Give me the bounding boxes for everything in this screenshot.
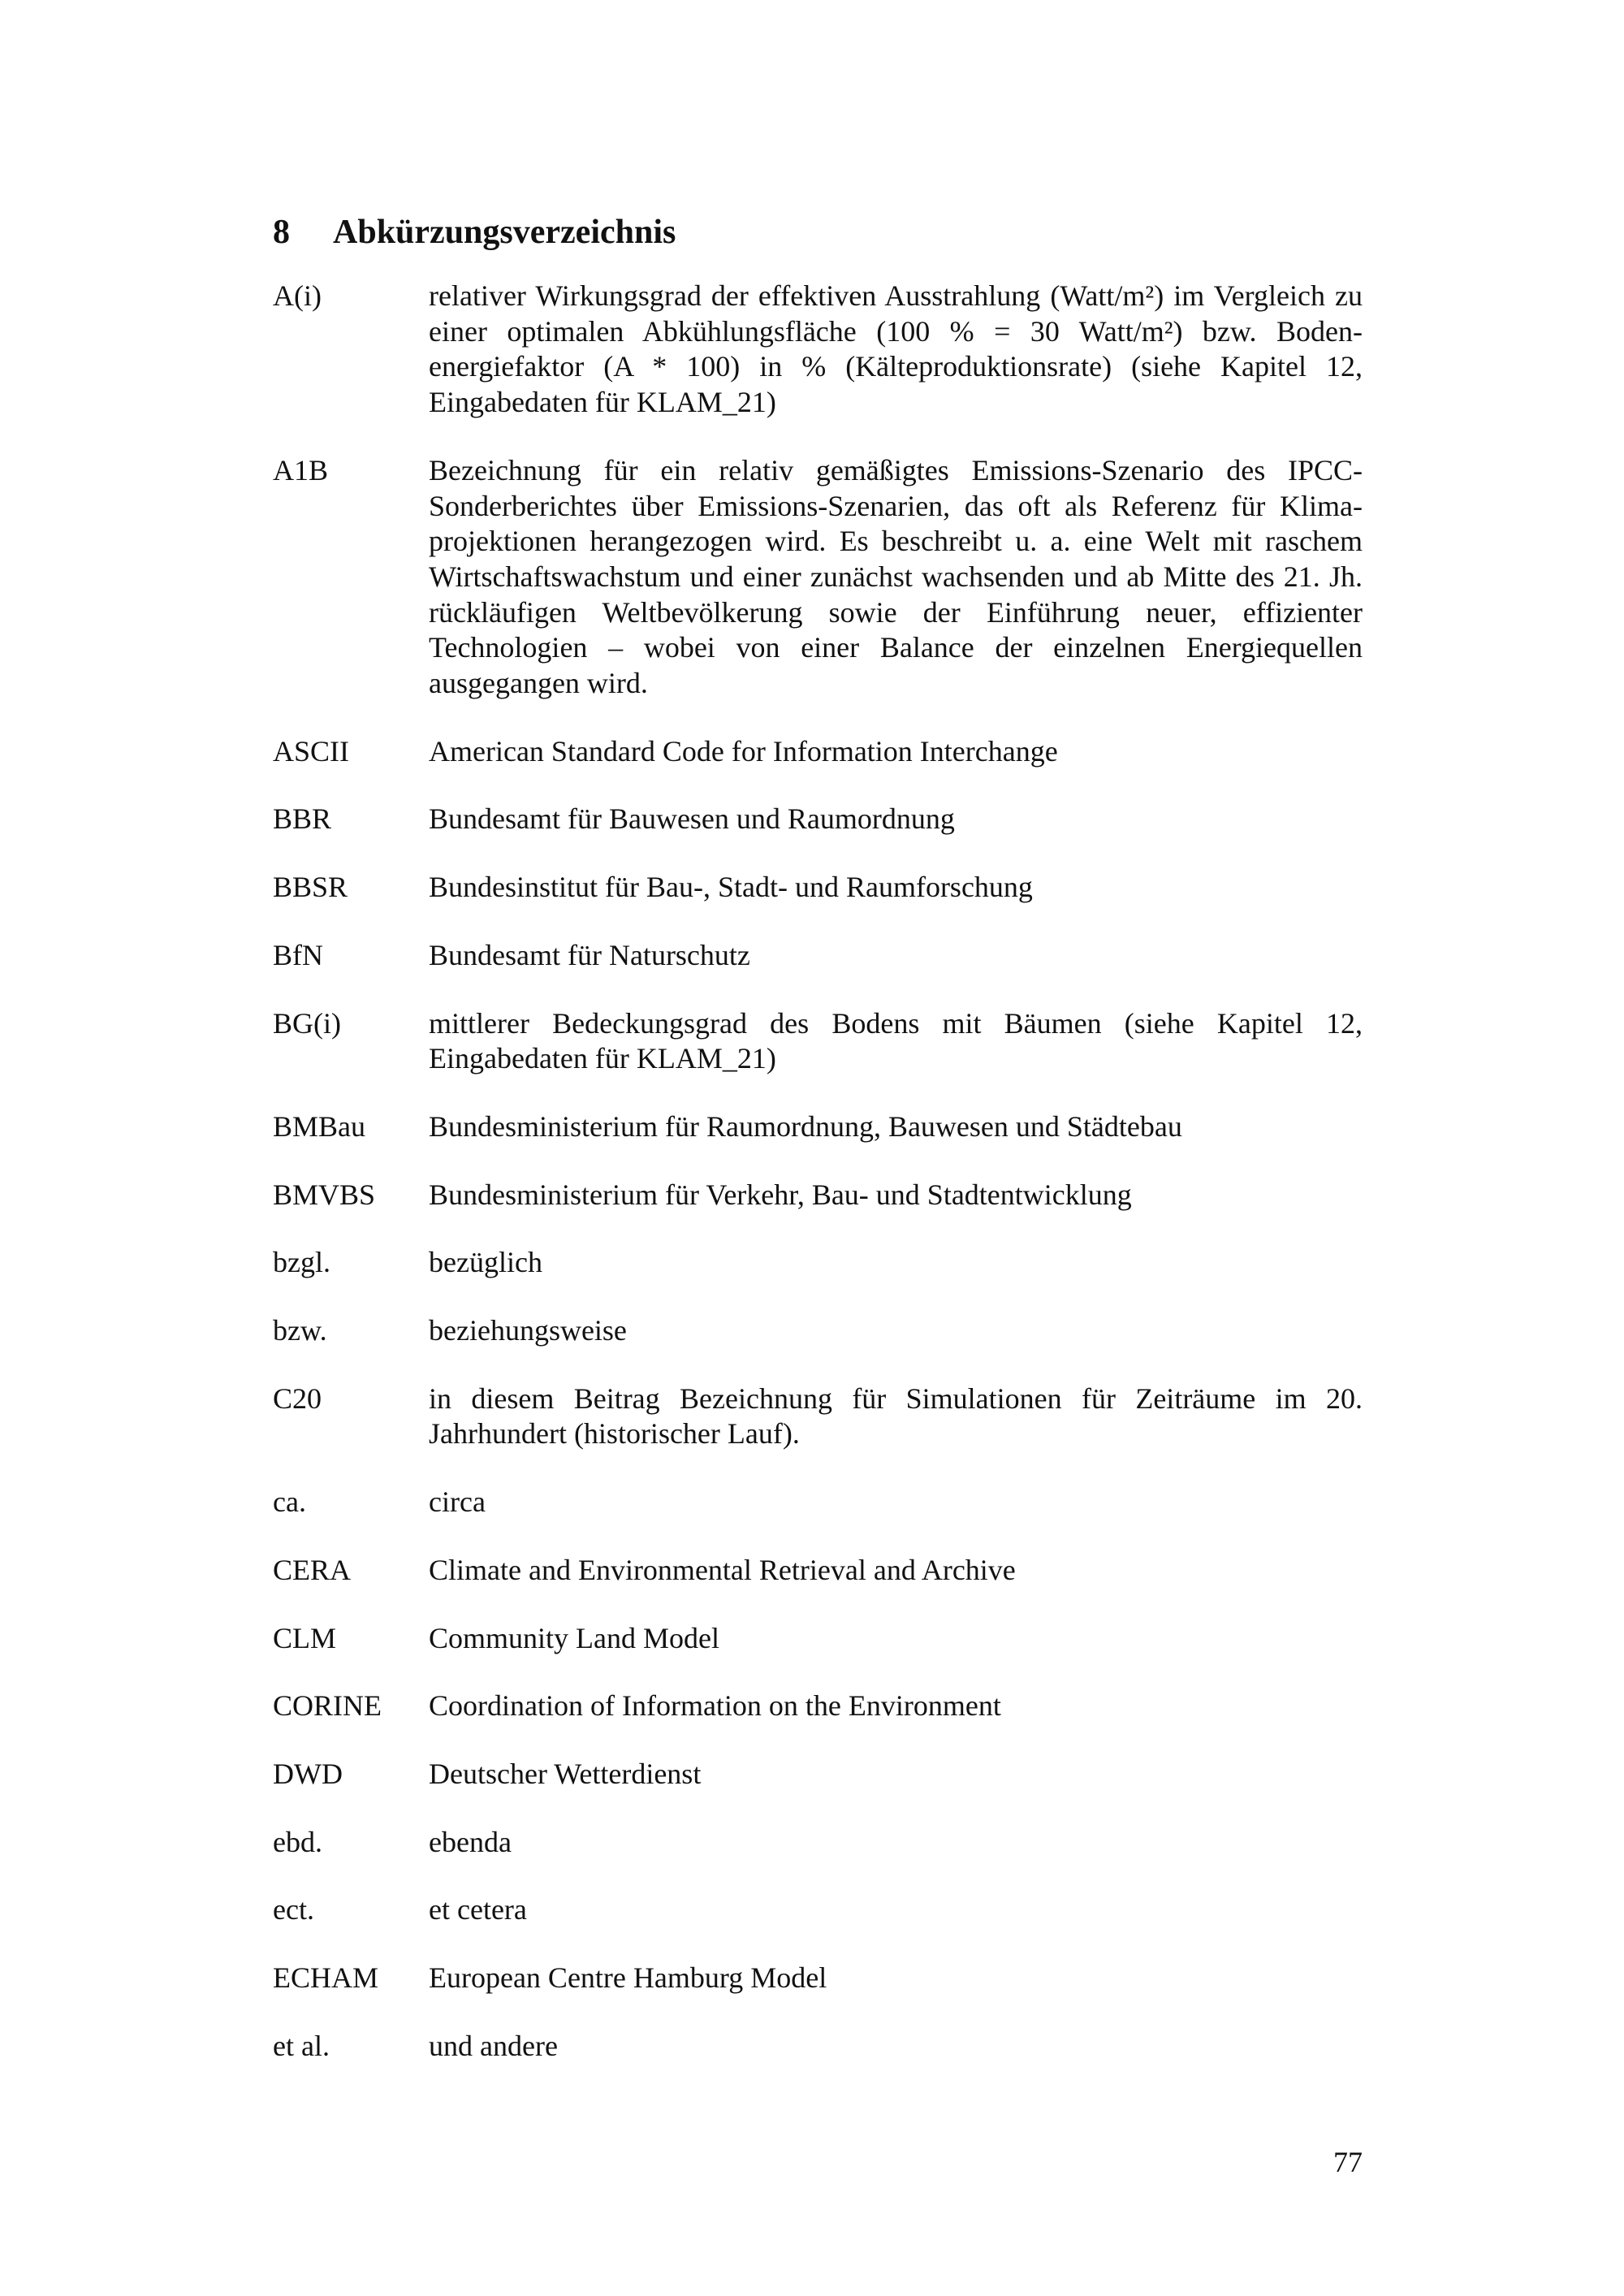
- abbreviation-definition: Bundesamt für Bauwesen und Raumordnung: [429, 802, 955, 836]
- abbreviation-term: C20: [273, 1381, 322, 1415]
- abbreviation-entry: [273, 1006, 1363, 1077]
- abbreviation-definition: European Centre Hamburg Model: [429, 1961, 827, 1995]
- abbreviation-definition: Bundesamt für Naturschutz: [429, 938, 750, 971]
- section-number: 8: [273, 214, 290, 251]
- abbreviation-term: et al.: [273, 2029, 330, 2062]
- abbreviation-definition: et cetera: [429, 1893, 527, 1926]
- abbreviation-entry: [273, 2029, 1363, 2065]
- abbreviation-term: ECHAM: [273, 1961, 379, 1995]
- abbreviation-entry: [273, 734, 1363, 770]
- abbreviation-entry: [273, 279, 1363, 421]
- abbreviation-definition: ebenda: [429, 1825, 512, 1858]
- abbreviation-entry: [273, 1825, 1363, 1861]
- abbreviation-definition: American Standard Code for Information Interchange: [429, 734, 1058, 767]
- abbreviation-definition: Coordination of Information on the Environment: [429, 1689, 1001, 1723]
- abbreviation-term: CORINE: [273, 1689, 382, 1723]
- abbreviation-term: BMBau: [273, 1109, 366, 1143]
- section-heading: [273, 208, 676, 257]
- abbreviation-term: BMVBS: [273, 1178, 376, 1211]
- abbreviation-definition: bezüglich: [429, 1246, 542, 1279]
- abbreviation-definition: Bundesministerium für Raumordnung, Bauwesen und Städtebau: [429, 1109, 1182, 1143]
- abbreviation-entry: [273, 1892, 1363, 1928]
- abbreviation-term: BBR: [273, 802, 332, 836]
- abbreviation-term: bzgl.: [273, 1246, 330, 1279]
- abbreviation-list: [273, 279, 1363, 2097]
- abbreviation-term: BG(i): [273, 1006, 341, 1040]
- abbreviation-definition: circa: [429, 1485, 486, 1519]
- abbreviation-definition: Deutscher Wetterdienst: [429, 1757, 702, 1790]
- abbreviation-term: ebd.: [273, 1825, 322, 1858]
- abbreviation-entry: [273, 802, 1363, 837]
- abbreviation-term: CLM: [273, 1621, 337, 1654]
- section-title: Abkürzungsverzeichnis: [333, 214, 676, 251]
- abbreviation-definition: Bundesinstitut für Bau-, Stadt- und Raumforschung: [429, 871, 1033, 904]
- abbreviation-term: ca.: [273, 1485, 306, 1519]
- page-number: 77: [1333, 2146, 1363, 2178]
- abbreviation-term: A(i): [273, 279, 322, 312]
- abbreviation-entry: [273, 1109, 1363, 1145]
- abbreviation-entry: [273, 1621, 1363, 1657]
- abbreviation-entry: [273, 453, 1363, 702]
- abbreviation-term: bzw.: [273, 1314, 327, 1347]
- abbreviation-term: A1B: [273, 453, 329, 486]
- abbreviation-definition: Community Land Model: [429, 1621, 719, 1654]
- abbreviation-definition: Bundesministerium für Verkehr, Bau- und Stadtentwicklung: [429, 1178, 1132, 1211]
- abbreviation-definition: Bezeichnung für ein relativ gemäßigtes Emissions-Szenario des IPCC-Sonderberichtes über Emissions-Szenarien, das oft als Referenz für Klima-projektionen herangezogen wird. Es beschreibt u. a. eine Welt mit raschem Wirtschaftswachstum und einer zunächst wachsenden und ab Mitte des 21. Jh. rückläufigen Weltbevölkerung sowie der Einführung neuer, effizienter Technologien – wobei von einer Balance der einzelnen Energiequellen ausgegangen wird.: [429, 453, 1363, 700]
- abbreviation-term: ect.: [273, 1893, 314, 1926]
- abbreviation-entry: [273, 1178, 1363, 1213]
- abbreviation-entry: [273, 1313, 1363, 1349]
- abbreviation-term: CERA: [273, 1553, 352, 1586]
- abbreviation-term: BBSR: [273, 871, 348, 904]
- abbreviation-entry: [273, 870, 1363, 906]
- abbreviation-term: DWD: [273, 1757, 343, 1790]
- abbreviation-entry: [273, 938, 1363, 974]
- abbreviation-entry: [273, 1757, 1363, 1792]
- abbreviation-definition: und andere: [429, 2029, 558, 2062]
- abbreviation-entry: [273, 1553, 1363, 1589]
- abbreviation-term: BfN: [273, 938, 323, 971]
- abbreviation-entry: [273, 1485, 1363, 1520]
- abbreviation-entry: [273, 1381, 1363, 1452]
- abbreviation-definition: beziehungsweise: [429, 1314, 627, 1347]
- abbreviation-definition: in diesem Beitrag Bezeichnung für Simulationen für Zeiträume im 20. Jahrhundert (historischer Lauf).: [429, 1381, 1363, 1451]
- abbreviation-entry: [273, 1961, 1363, 1996]
- abbreviation-entry: [273, 1245, 1363, 1281]
- abbreviation-term: ASCII: [273, 734, 350, 767]
- abbreviation-definition: Climate and Environmental Retrieval and Archive: [429, 1553, 1016, 1586]
- abbreviation-entry: [273, 1688, 1363, 1724]
- abbreviation-definition: mittlerer Bedeckungsgrad des Bodens mit Bäumen (siehe Kapitel 12, Eingabedaten für KLAM_21): [429, 1006, 1363, 1075]
- abbreviation-definition: relativer Wirkungsgrad der effektiven Ausstrahlung (Watt/m²) im Vergleich zu einer optimalen Abkühlungsfläche (100 % = 30 Watt/m²) bzw. Boden-energiefaktor (A * 100) in % (Kälteproduktionsrate) (siehe Kapitel 12, Eingabedaten für KLAM_21): [429, 279, 1363, 419]
